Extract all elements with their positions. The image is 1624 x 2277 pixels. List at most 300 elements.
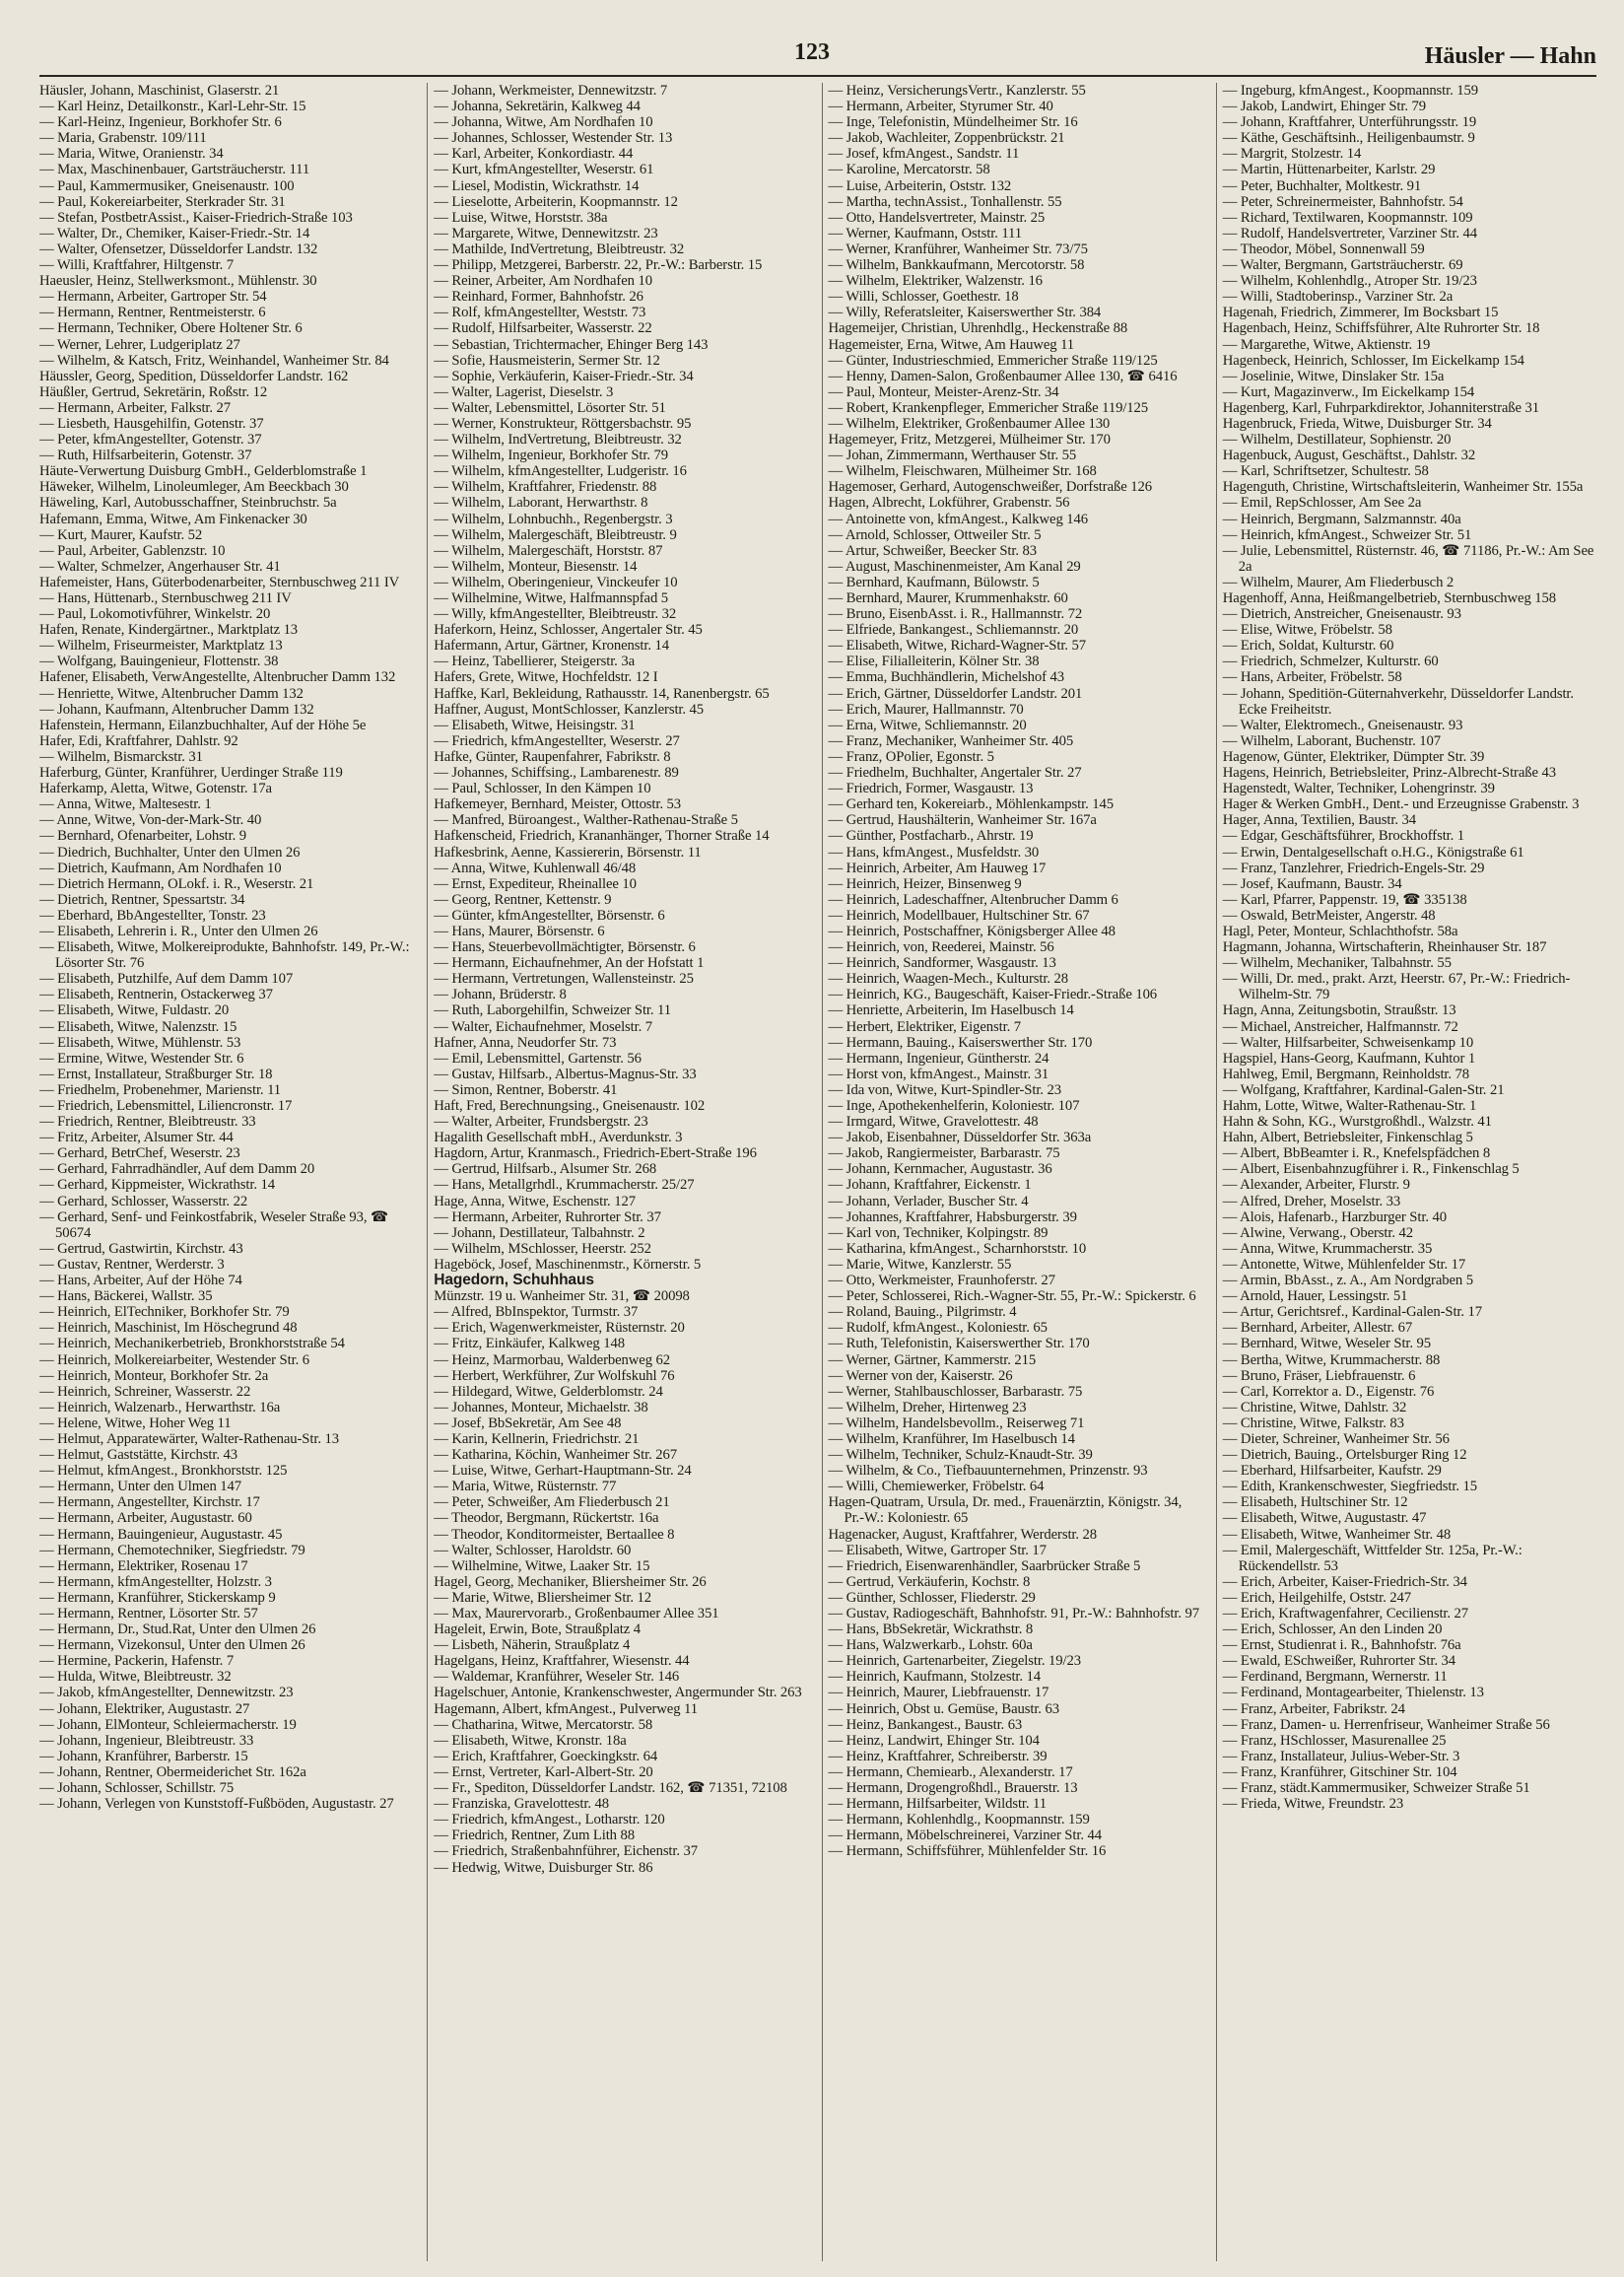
directory-entry: — Wolfgang, Kraftfahrer, Kardinal-Galen-Str. 21 (1222, 1081, 1505, 1098)
directory-entry: — Elisabeth, Witwe, Gartroper Str. 17 (828, 1542, 1047, 1558)
directory-entry: — Erna, Witwe, Schliemannstr. 20 (828, 717, 1027, 733)
directory-entry: — Heinrich, Postschaffner, Königsberger Allee 48 (828, 923, 1116, 939)
directory-entry: Hagenah, Friedrich, Zimmerer, Im Bocksbart 15 (1222, 305, 1499, 321)
directory-entry: — Elise, Witwe, Fröbelstr. 58 (1222, 622, 1392, 639)
directory-entry: — Waldemar, Kranführer, Weseler Str. 146 (434, 1669, 680, 1686)
directory-entry: — Albert, BbBeamter i. R., Knefelspfädchen 8 (1222, 1145, 1491, 1162)
directory-entry: — Anna, Witwe, Krummacherstr. 35 (1222, 1240, 1433, 1257)
directory-entry: — Dietrich, Bauing., Ortelsburger Ring 12 (1222, 1447, 1467, 1464)
directory-entry: Hagens, Heinrich, Betriebsleiter, Prinz-Albrecht-Straße 43 (1222, 765, 1556, 782)
directory-entry: — Simon, Rentner, Boberstr. 41 (434, 1081, 618, 1098)
directory-entry: — Walter, Eichaufnehmer, Moselstr. 7 (434, 1018, 653, 1035)
directory-entry: Haffke, Karl, Bekleidung, Rathausstr. 14, Ranenbergstr. 65 (434, 685, 770, 702)
directory-entry: — Heinrich, Bergmann, Salzmannstr. 40a (1222, 511, 1461, 527)
column-1 (39, 83, 415, 2261)
directory-entry: — Johann, Kraftfahrer, Unterführungsstr. 19 (1222, 114, 1477, 131)
directory-entry: — Hermann, Angestellter, Kirchstr. 17 (39, 1494, 260, 1511)
directory-entry: Hagemeyer, Fritz, Metzgerei, Mülheimer Str. 170 (828, 432, 1111, 448)
directory-entry: Hagenbeck, Heinrich, Schlosser, Im Eickelkamp 154 (1222, 352, 1524, 369)
directory-entry: — Elisabeth, Witwe, Kronstr. 18a (434, 1732, 627, 1749)
directory-entry: — Hermann, Chemiearb., Alexanderstr. 17 (828, 1763, 1073, 1780)
directory-entry: — Karl Heinz, Detailkonstr., Karl-Lehr-Str. 15 (39, 99, 306, 115)
directory-entry: — Herbert, Werkführer, Zur Wolfskuhl 76 (434, 1367, 675, 1384)
directory-entry: — Günther, Schlosser, Fliederstr. 29 (828, 1589, 1036, 1606)
directory-entry: — Paul, Monteur, Meister-Arenz-Str. 34 (828, 383, 1059, 400)
directory-entry: — Wilhelm, Bankkaufmann, Mercotorstr. 58 (828, 257, 1085, 274)
directory-entry: — Wilhelmine, Witwe, Laaker Str. 15 (434, 1557, 650, 1574)
directory-entry: — Heinrich, Obst u. Gemüse, Baustr. 63 (828, 1700, 1059, 1717)
directory-entry: — Heinrich, Heizer, Binsenweg 9 (828, 875, 1022, 892)
directory-entry: — Gustav, Hilfsarb., Albertus-Magnus-Str. 33 (434, 1066, 697, 1082)
directory-entry: — Johann, Elektriker, Augustastr. 27 (39, 1700, 250, 1717)
directory-entry: — Wilhelm, Kraftfahrer, Friedenstr. 88 (434, 479, 657, 496)
directory-entry: — Erich, Maurer, Hallmannstr. 70 (828, 701, 1024, 718)
directory-entry: — Heinrich, Walzenarb., Herwarthstr. 16a (39, 1399, 281, 1415)
business-heading: Hagedorn, Schuhhaus (434, 1272, 594, 1289)
directory-entry: — Peter, Schweißer, Am Fliederbusch 21 (434, 1494, 670, 1511)
directory-entry: — Lisbeth, Näherin, Straußplatz 4 (434, 1637, 631, 1654)
directory-entry: — Wilhelm, Dreher, Hirtenweg 23 (828, 1399, 1027, 1415)
directory-entry: — Hermann, Arbeiter, Styrumer Str. 40 (828, 99, 1053, 115)
directory-entry: — Elisabeth, Witwe, Nalenzstr. 15 (39, 1018, 237, 1035)
directory-entry: — Gertrud, Haushälterin, Wanheimer Str. 167a (828, 812, 1097, 829)
directory-entry: — Johann, Verlader, Buscher Str. 4 (828, 1193, 1029, 1209)
directory-entry: Haferkorn, Heinz, Schlosser, Angertaler Str. 45 (434, 622, 703, 639)
directory-entry: — Friedrich, Schmelzer, Kulturstr. 60 (1222, 654, 1439, 670)
directory-entry: — Hans, kfmAngest., Musfeldstr. 30 (828, 844, 1040, 861)
directory-entry: — Hans, Maurer, Börsenstr. 6 (434, 923, 605, 939)
directory-entry: Hager & Werken GmbH., Dent.- und Erzeugnisse Grabenstr. 3 (1222, 796, 1580, 813)
directory-entry: — Werner von der, Kaiserstr. 26 (828, 1367, 1013, 1384)
directory-entry: — Erich, Wagenwerkmeister, Rüsternstr. 20 (434, 1320, 685, 1337)
directory-entry: Häweling, Karl, Autobusschaffner, Steinbruchstr. 5a (39, 495, 337, 512)
directory-entry: — Wilhelm, Elektriker, Großenbaumer Allee 130 (828, 415, 1111, 432)
directory-entry: — Hans, Hüttenarb., Sternbuschweg 211 IV (39, 590, 292, 606)
directory-entry: — Wilhelm, Kohlenhdlg., Atroper Str. 19/23 (1222, 273, 1477, 290)
directory-entry: — Fritz, Einkäufer, Kalkweg 148 (434, 1336, 625, 1352)
directory-entry: — Bruno, Fräser, Liebfrauenstr. 6 (1222, 1367, 1416, 1384)
directory-entry: — Heinrich, kfmAngest., Schweizer Str. 51 (1222, 526, 1472, 543)
directory-entry: — Diedrich, Buchhalter, Unter den Ulmen 26 (39, 844, 301, 861)
directory-entry: — Ernst, Studienrat i. R., Bahnhofstr. 76a (1222, 1637, 1461, 1654)
directory-entry: — Wilhelm, Malergeschäft, Horststr. 87 (434, 542, 663, 559)
directory-entry: — Friedrich, Former, Wasgaustr. 13 (828, 781, 1034, 797)
directory-entry: — Käthe, Geschäftsinh., Heiligenbaumstr. 9 (1222, 130, 1475, 147)
directory-entry: — Walter, Schlosser, Haroldstr. 60 (434, 1542, 632, 1558)
directory-entry: — Walter, Schmelzer, Angerhauser Str. 41 (39, 558, 281, 575)
directory-entry: — Wilhelm, IndVertretung, Bleibtreustr. 32 (434, 432, 682, 448)
directory-entry: — Hermann, Ingenieur, Güntherstr. 24 (828, 1050, 1049, 1067)
directory-entry: — Ruth, Hilfsarbeiterin, Gotenstr. 37 (39, 448, 252, 464)
directory-entry: — Heinrich, Sandformer, Wasgaustr. 13 (828, 955, 1056, 972)
directory-entry: — Wilhelm, Fleischwaren, Mülheimer Str. 168 (828, 463, 1097, 480)
directory-entry: — Rudolf, kfmAngest., Koloniestr. 65 (828, 1320, 1048, 1337)
directory-entry: — Robert, Krankenpfleger, Emmericher Straße 119/125 (828, 399, 1149, 416)
directory-entry: — Hermann, Rentner, Rentmeisterstr. 6 (39, 305, 266, 321)
directory-entry: — Josef, kfmAngest., Sandstr. 11 (828, 146, 1020, 163)
directory-entry: — Bruno, EisenbAsst. i. R., Hallmannstr. 72 (828, 606, 1083, 623)
directory-entry: — Herbert, Elektriker, Eigenstr. 7 (828, 1018, 1021, 1035)
directory-entry: Hahlweg, Emil, Bergmann, Reinholdstr. 78 (1222, 1066, 1470, 1082)
directory-entry: Hagel, Georg, Mechaniker, Bliersheimer Str. 26 (434, 1573, 707, 1590)
directory-entry: — Hildegard, Witwe, Gelderblomstr. 24 (434, 1383, 663, 1400)
directory-entry: — Friedrich, Eisenwarenhändler, Saarbrücker Straße 5 (828, 1557, 1141, 1574)
directory-entry: — Oswald, BetrMeister, Angerstr. 48 (1222, 907, 1436, 924)
directory-entry: — Bernhard, Kaufmann, Bülowstr. 5 (828, 574, 1040, 590)
directory-entry: — Max, Maurervorarb., Großenbaumer Allee 351 (434, 1606, 719, 1622)
directory-entry: — Hermann, Arbeiter, Falkstr. 27 (39, 399, 232, 416)
directory-entry: — Luise, Witwe, Gerhart-Hauptmann-Str. 24 (434, 1463, 692, 1480)
directory-entry: — Heinz, Landwirt, Ehinger Str. 104 (828, 1732, 1040, 1749)
directory-entry: — Günter, Industrieschmied, Emmericher Straße 119/125 (828, 352, 1158, 369)
directory-entry: — Werner, Konstrukteur, Röttgersbachstr. 95 (434, 415, 692, 432)
directory-entry: — Maria, Grabenstr. 109/111 (39, 130, 207, 147)
directory-entry: — Wilhelm, Laborant, Buchenstr. 107 (1222, 732, 1441, 749)
directory-entry: Hafers, Grete, Witwe, Hochfeldstr. 12 I (434, 669, 658, 686)
directory-entry: — Dietrich Hermann, OLokf. i. R., Weserstr. 21 (39, 875, 314, 892)
directory-entry: — Anne, Witwe, Von-der-Mark-Str. 40 (39, 812, 262, 829)
directory-entry: — Bernhard, Ofenarbeiter, Lohstr. 9 (39, 828, 247, 845)
directory-entry: — Walter, Hilfsarbeiter, Schweisenkamp 10 (1222, 1034, 1474, 1051)
directory-entry: — Albert, Eisenbahnzugführer i. R., Finkenschlag 5 (1222, 1161, 1520, 1178)
directory-entry: Häute-Verwertung Duisburg GmbH., Gelderblomstraße 1 (39, 463, 368, 480)
directory-entry: — Inge, Telefonistin, Mündelheimer Str. 16 (828, 114, 1078, 131)
directory-entry: — Julie, Lebensmittel, Rüsternstr. 46, ☎ 71186, Pr.-W.: Am See 2a (1222, 542, 1594, 575)
directory-entry: — Elisabeth, Witwe, Wanheimer Str. 48 (1222, 1526, 1452, 1543)
directory-entry: — Hermann, Dr., Stud.Rat, Unter den Ulmen 26 (39, 1622, 316, 1638)
directory-entry: — Theodor, Konditormeister, Bertaallee 8 (434, 1526, 675, 1543)
directory-entry: Haferburg, Günter, Kranführer, Uerdinger Straße 119 (39, 765, 343, 782)
directory-entry: — Kurt, Maurer, Kaufstr. 52 (39, 526, 203, 543)
directory-entry: — Alfred, BbInspektor, Turmstr. 37 (434, 1304, 639, 1321)
directory-entry: — Helmut, Apparatewärter, Walter-Rathenau-Str. 13 (39, 1430, 339, 1447)
directory-entry: — Anna, Witwe, Kuhlenwall 46/48 (434, 860, 637, 876)
directory-entry: — Emil, Malergeschäft, Wittfelder Str. 125a, Pr.-W.: Rückendellstr. 53 (1222, 1542, 1522, 1574)
directory-entry: Hagemeijer, Christian, Uhrenhdlg., Heckenstraße 88 (828, 320, 1128, 337)
directory-entry: Hagelschuer, Antonie, Krankenschwester, Angermunder Str. 263 (434, 1685, 802, 1701)
directory-entry: — Christine, Witwe, Dahlstr. 32 (1222, 1399, 1407, 1415)
directory-entry: — Johann, Ingenieur, Bleibtreustr. 33 (39, 1732, 254, 1749)
directory-entry: Hagenbruck, Frieda, Witwe, Duisburger Str. 34 (1222, 415, 1492, 432)
directory-entry: — Franz, HSchlosser, Masurenallee 25 (1222, 1732, 1447, 1749)
directory-entry: — Erich, Kraftwagenfahrer, Cecilienstr. 27 (1222, 1606, 1469, 1622)
directory-entry: — Jakob, Wachleiter, Zoppenbrückstr. 21 (828, 130, 1065, 147)
directory-entry: — Walter, Lebensmittel, Lösorter Str. 51 (434, 399, 666, 416)
running-head: Häusler — Hahn (1424, 43, 1596, 69)
directory-entry: — Erich, Heilgehilfe, Oststr. 247 (1222, 1589, 1412, 1606)
directory-entry: — Paul, Arbeiter, Gablenzstr. 10 (39, 542, 226, 559)
directory-entry: — Dieter, Schreiner, Wanheimer Str. 56 (1222, 1430, 1450, 1447)
directory-entry: — Helene, Witwe, Hoher Weg 11 (39, 1414, 232, 1431)
directory-entry: — Friedrich, Lebensmittel, Liliencronstr. 17 (39, 1098, 293, 1114)
directory-entry: — Emil, RepSchlosser, Am See 2a (1222, 495, 1422, 512)
directory-entry: — Hermann, Arbeiter, Gartroper Str. 54 (39, 289, 267, 306)
directory-entry: — Armin, BbAsst., z. A., Am Nordgraben 5 (1222, 1273, 1473, 1289)
directory-entry: — Liesel, Modistin, Wickrathstr. 14 (434, 177, 640, 194)
directory-entry: — Johanna, Witwe, Am Nordhafen 10 (434, 114, 653, 131)
directory-entry: Hafenstein, Hermann, Eilanzbuchhalter, Auf der Höhe 5e (39, 717, 367, 733)
directory-entry: — Elisabeth, Putzhilfe, Auf dem Damm 107 (39, 971, 294, 988)
directory-entry: Hagenberg, Karl, Fuhrparkdirektor, Johanniterstraße 31 (1222, 399, 1540, 416)
directory-entry: — Jakob, Rangiermeister, Barbarastr. 75 (828, 1145, 1060, 1162)
directory-entry: — Marie, Witwe, Bliersheimer Str. 12 (434, 1589, 651, 1606)
directory-entry: — Heinz, Marmorbau, Walderbenweg 62 (434, 1351, 671, 1368)
directory-entry: — Wilhelm, Bismarckstr. 31 (39, 748, 203, 765)
directory-entry: Häweker, Wilhelm, Linoleumleger, Am Beeckbach 30 (39, 479, 349, 496)
directory-entry: — Hans, Metallgrhdl., Krummacherstr. 25/27 (434, 1177, 695, 1194)
directory-entry: — Elisabeth, Witwe, Augustastr. 47 (1222, 1510, 1427, 1527)
directory-entry: — Gerhard, Fahrradhändler, Auf dem Damm 20 (39, 1161, 315, 1178)
directory-entry: — Maria, Witwe, Rüsternstr. 77 (434, 1479, 617, 1495)
directory-entry: — Erich, Kraftfahrer, Goeckingkstr. 64 (434, 1748, 658, 1764)
directory-entry: — Hermann, Bauingenieur, Augustastr. 45 (39, 1526, 283, 1543)
directory-entry: — Wilhelm, & Katsch, Fritz, Weinhandel, Wanheimer Str. 84 (39, 352, 389, 369)
directory-entry: — Gustav, Rentner, Werderstr. 3 (39, 1256, 225, 1273)
directory-entry: — Martha, technAssist., Tonhallenstr. 55 (828, 193, 1062, 210)
directory-entry: Hafkesbrink, Aenne, Kassiererin, Börsenstr. 11 (434, 844, 702, 861)
directory-entry: — Helmut, kfmAngest., Bronkhorststr. 125 (39, 1463, 288, 1480)
directory-entry: Hafer, Edi, Kraftfahrer, Dahlstr. 92 (39, 732, 238, 749)
directory-entry: — Wilhelm, Handelsbevollm., Reiserweg 71 (828, 1414, 1085, 1431)
directory-entry: — Hedwig, Witwe, Duisburger Str. 86 (434, 1859, 653, 1876)
directory-entry: — Hans, Walzwerkarb., Lohstr. 60a (828, 1637, 1033, 1654)
directory-entry: — Luise, Arbeiterin, Oststr. 132 (828, 177, 1012, 194)
directory-entry: — Artur, Schweißer, Beecker Str. 83 (828, 542, 1038, 559)
directory-entry: — Erwin, Dentalgesellschaft o.H.G., Königstraße 61 (1222, 844, 1524, 861)
directory-entry: — Reiner, Arbeiter, Am Nordhafen 10 (434, 273, 652, 290)
directory-entry: — Alexander, Arbeiter, Flurstr. 9 (1222, 1177, 1410, 1194)
directory-entry: — Margarethe, Witwe, Aktienstr. 19 (1222, 336, 1431, 353)
directory-entry: — Heinrich, Ladeschaffner, Altenbrucher Damm 6 (828, 891, 1118, 908)
directory-entry: — Erich, Gärtner, Düsseldorfer Landstr. 201 (828, 685, 1083, 702)
directory-entry: — Franz, Mechaniker, Wanheimer Str. 405 (828, 732, 1074, 749)
directory-entry: — Ferdinand, Montagearbeiter, Thielenstr. 13 (1222, 1685, 1484, 1701)
directory-entry: — Liesbeth, Hausgehilfin, Gotenstr. 37 (39, 415, 264, 432)
directory-entry: — Franz, Tanzlehrer, Friedrich-Engels-Str. 29 (1222, 860, 1485, 876)
directory-entry: — Heinrich, Arbeiter, Am Hauweg 17 (828, 860, 1047, 876)
directory-entry: — Gertrud, Hilfsarb., Alsumer Str. 268 (434, 1161, 657, 1178)
directory-entry: Häusler, Johann, Maschinist, Glaserstr. 21 (39, 83, 280, 99)
directory-entry: — Hermine, Packerin, Hafenstr. 7 (39, 1653, 235, 1670)
directory-entry: — Friedrich, Rentner, Bleibtreustr. 33 (39, 1114, 256, 1131)
directory-entry: Hagen, Albrecht, Lokführer, Grabenstr. 56 (828, 495, 1070, 512)
directory-entry: — Franz, Damen- u. Herrenfriseur, Wanheimer Straße 56 (1222, 1716, 1550, 1733)
directory-entry: — Karl, Arbeiter, Konkordiastr. 44 (434, 146, 634, 163)
directory-entry: — Hans, BbSekretär, Wickrathstr. 8 (828, 1622, 1034, 1638)
directory-entry: — Theodor, Bergmann, Rückertstr. 16a (434, 1510, 659, 1527)
directory-entry: Häußler, Gertrud, Sekretärin, Roßstr. 12 (39, 383, 268, 400)
directory-entry: — Johann, Werkmeister, Dennewitzstr. 7 (434, 83, 668, 99)
directory-entry: — Hermann, Unter den Ulmen 147 (39, 1479, 242, 1495)
directory-entry: — Margarete, Witwe, Dennewitzstr. 23 (434, 225, 658, 242)
directory-entry: — Wilhelm, & Co., Tiefbauunternehmen, Prinzenstr. 93 (828, 1463, 1148, 1480)
directory-entry: — Johan, Zimmermann, Werthauser Str. 55 (828, 448, 1077, 464)
directory-entry: — Elisabeth, Rentnerin, Ostackerweg 37 (39, 987, 273, 1003)
directory-entry: — Katharina, kfmAngest., Scharnhorststr. 10 (828, 1240, 1087, 1257)
directory-entry: — Hermann, Elektriker, Rosenau 17 (39, 1557, 248, 1574)
directory-entry: — Rolf, kfmAngestellter, Weststr. 73 (434, 305, 646, 321)
directory-entry: — Dietrich, Anstreicher, Gneisenaustr. 93 (1222, 606, 1461, 623)
directory-entry: Hafener, Elisabeth, VerwAngestellte, Altenbrucher Damm 132 (39, 669, 396, 686)
directory-entry: — Manfred, Büroangest., Walther-Rathenau-Straße 5 (434, 812, 738, 829)
directory-entry: — Ruth, Laborgehilfin, Schweizer Str. 11 (434, 1002, 672, 1019)
directory-entry: — Hans, Steuerbevollmächtigter, Börsenstr. 6 (434, 939, 696, 956)
directory-entry: — Wilhelm, Ingenieur, Borkhofer Str. 79 (434, 448, 669, 464)
directory-entry: — Willy, kfmAngestellter, Bleibtreustr. 32 (434, 606, 677, 623)
directory-entry: Hagenbach, Heinz, Schiffsführer, Alte Ruhrorter Str. 18 (1222, 320, 1540, 337)
directory-entry: Hagn, Anna, Zeitungsbotin, Straußstr. 13 (1222, 1002, 1456, 1019)
directory-entry: — Erich, Arbeiter, Kaiser-Friedrich-Str. 34 (1222, 1573, 1467, 1590)
directory-entry: Hagenacker, August, Kraftfahrer, Werderstr. 28 (828, 1526, 1098, 1543)
directory-entry: Hafner, Anna, Neudorfer Str. 73 (434, 1034, 617, 1051)
directory-entry: — Bernhard, Witwe, Weseler Str. 95 (1222, 1336, 1432, 1352)
directory-entry: — Johann, ElMonteur, Schleiermacherstr. 19 (39, 1716, 297, 1733)
directory-entry: — Stefan, PostbetrAssist., Kaiser-Friedrich-Straße 103 (39, 209, 353, 226)
directory-entry: — Luise, Witwe, Horststr. 38a (434, 209, 608, 226)
directory-entry: Hahn & Sohn, KG., Wurstgroßhdl., Walzstr. 41 (1222, 1114, 1492, 1131)
directory-entry: — Ruth, Telefonistin, Kaiserswerther Str. 170 (828, 1336, 1090, 1352)
directory-entry: — Johannes, Schlosser, Westender Str. 13 (434, 130, 673, 147)
directory-entry: — Jakob, Eisenbahner, Düsseldorfer Str. 363a (828, 1130, 1092, 1146)
directory-entry: — Elisabeth, Witwe, Molkereiprodukte, Bahnhofstr. 149, Pr.-W.: Lösorter Str. 76 (39, 939, 410, 972)
directory-entry: — Helmut, Gaststätte, Kirchstr. 43 (39, 1447, 237, 1464)
directory-entry: — Wilhelm, Maurer, Am Fliederbusch 2 (1222, 574, 1455, 590)
directory-entry: — Heinrich, Mechanikerbetrieb, Bronkhorststraße 54 (39, 1336, 345, 1352)
directory-entry: — Otto, Handelsvertreter, Mainstr. 25 (828, 209, 1046, 226)
directory-entry: — Hermann, Schiffsführer, Mühlenfelder Str. 16 (828, 1843, 1107, 1860)
directory-entry: — Franz, Installateur, Julius-Weber-Str. 3 (1222, 1748, 1460, 1764)
directory-entry: — Franz, Arbeiter, Fabrikstr. 24 (1222, 1700, 1405, 1717)
directory-entry: — Margrit, Stolzestr. 14 (1222, 146, 1362, 163)
directory-entry: Hagen-Quatram, Ursula, Dr. med., Frauenärztin, Königstr. 34, Pr.-W.: Koloniestr. 65 (828, 1494, 1183, 1527)
directory-entry: — Gerhard ten, Kokereiarb., Möhlenkampstr. 145 (828, 796, 1114, 813)
directory-entry: — Bernhard, Maurer, Krummenhakstr. 60 (828, 590, 1068, 606)
directory-entry: — Edgar, Geschäftsführer, Brockhoffstr. 1 (1222, 828, 1465, 845)
header-rule (39, 75, 1596, 77)
directory-entry: — Heinz, VersicherungsVertr., Kanzlerstr. 55 (828, 83, 1086, 99)
directory-entry: — Friedrich, kfmAngest., Lotharstr. 120 (434, 1812, 665, 1828)
directory-entry: — Heinrich, Maschinist, Im Höschegrund 48 (39, 1320, 298, 1337)
directory-entry: — Paul, Kokereiarbeiter, Sterkrader Str. 31 (39, 193, 286, 210)
directory-entry: — Ernst, Vertreter, Karl-Albert-Str. 20 (434, 1763, 653, 1780)
directory-entry: Hagspiel, Hans-Georg, Kaufmann, Kuhtor 1 (1222, 1050, 1476, 1067)
directory-entry: Hagenhoff, Anna, Heißmangelbetrieb, Sternbuschweg 158 (1222, 590, 1557, 606)
directory-entry: — Hermann, Hilfsarbeiter, Wildstr. 11 (828, 1796, 1048, 1813)
directory-entry: — Richard, Textilwaren, Koopmannstr. 109 (1222, 209, 1473, 226)
directory-entry: Hahm, Lotte, Witwe, Walter-Rathenau-Str. 1 (1222, 1098, 1477, 1114)
directory-entry: — Hermann, Arbeiter, Augustastr. 60 (39, 1510, 252, 1527)
directory-entry: — Elisabeth, Witwe, Richard-Wagner-Str. 57 (828, 638, 1086, 655)
directory-entry: — Friedrich, kfmAngestellter, Weserstr. 27 (434, 732, 680, 749)
directory-entry: — Johann, Kraftfahrer, Eickenstr. 1 (828, 1177, 1032, 1194)
directory-entry: — Theodor, Möbel, Sonnenwall 59 (1222, 241, 1425, 257)
directory-entry: — Arnold, Hauer, Lessingstr. 51 (1222, 1288, 1408, 1305)
directory-entry: Hagmann, Johanna, Wirtschafterin, Rheinhauser Str. 187 (1222, 939, 1547, 956)
directory-entry: — Anna, Witwe, Maltesestr. 1 (39, 796, 212, 813)
directory-entry: — Heinrich, Waagen-Mech., Kulturstr. 28 (828, 971, 1068, 988)
directory-entry: Hagenstedt, Walter, Techniker, Lohengrinstr. 39 (1222, 781, 1495, 797)
directory-entry: — Johann, Kranführer, Barberstr. 15 (39, 1748, 248, 1764)
directory-entry: — Henriette, Witwe, Altenbrucher Damm 132 (39, 685, 304, 702)
directory-entry: — August, Maschinenmeister, Am Kanal 29 (828, 558, 1081, 575)
directory-entry: — Rudolf, Handelsvertreter, Varziner Str. 44 (1222, 225, 1477, 242)
directory-entry: — Hermann, Rentner, Lösorter Str. 57 (39, 1606, 258, 1622)
directory-entry: Hageböck, Josef, Maschinenmstr., Körnerstr. 5 (434, 1256, 702, 1273)
directory-entry: — Sofie, Hausmeisterin, Sermer Str. 12 (434, 352, 660, 369)
directory-entry: — Erich, Schlosser, An den Linden 20 (1222, 1622, 1443, 1638)
directory-entry: — Gerhard, Schlosser, Wasserstr. 22 (39, 1193, 248, 1209)
directory-entry: Haferkamp, Aletta, Witwe, Gotenstr. 17a (39, 781, 272, 797)
directory-entry: — Ermine, Witwe, Westender Str. 6 (39, 1050, 244, 1067)
directory-entry: — Heinrich, ElTechniker, Borkhofer Str. 79 (39, 1304, 290, 1321)
directory-entry: — Heinz, Tabellierer, Steigerstr. 3a (434, 654, 635, 670)
directory-entry: — Antonette, Witwe, Mühlenfelder Str. 17 (1222, 1256, 1466, 1273)
directory-entry: — Paul, Schlosser, In den Kämpen 10 (434, 781, 651, 797)
directory-entry: — Gerhard, BetrChef, Weserstr. 23 (39, 1145, 240, 1162)
directory-entry: Hagenbuck, August, Geschäftst., Dahlstr. 32 (1222, 448, 1476, 464)
directory-entry: — Ernst, Installateur, Straßburger Str. 18 (39, 1066, 273, 1082)
directory-entry: — Max, Maschinenbauer, Gartsträucherstr. 111 (39, 162, 310, 178)
directory-entry: — Willi, Kraftfahrer, Hiltgenstr. 7 (39, 257, 234, 274)
directory-entry: — Otto, Werkmeister, Fraunhoferstr. 27 (828, 1273, 1055, 1289)
directory-entry: — Hans, Bäckerei, Wallstr. 35 (39, 1288, 213, 1305)
directory-entry: — Heinrich, Modellbauer, Hultschiner Str. 67 (828, 907, 1090, 924)
directory-entry: — Elisabeth, Hultschiner Str. 12 (1222, 1494, 1408, 1511)
directory-entry: — Irmgard, Witwe, Gravelottestr. 48 (828, 1114, 1039, 1131)
directory-entry: — Alfred, Dreher, Moselstr. 33 (1222, 1193, 1401, 1209)
column-2 (427, 83, 809, 2261)
directory-entry: — Heinz, Kraftfahrer, Schreiberstr. 39 (828, 1748, 1048, 1764)
directory-entry: — Bernhard, Arbeiter, Allestr. 67 (1222, 1320, 1413, 1337)
directory-entry: — Paul, Kammermusiker, Gneisenaustr. 100 (39, 177, 295, 194)
directory-entry: — Hermann, Vertretungen, Wallensteinstr. 25 (434, 971, 694, 988)
directory-entry: — Karoline, Mercatorstr. 58 (828, 162, 990, 178)
column-3 (822, 83, 1204, 2261)
directory-entry: — Walter, Elektromech., Gneisenaustr. 93 (1222, 717, 1463, 733)
directory-entry: — Franz, Kranführer, Gitschiner Str. 104 (1222, 1763, 1457, 1780)
directory-entry: — Johannes, Kraftfahrer, Habsburgerstr. 39 (828, 1208, 1077, 1225)
directory-entry: — Johann, Kernmacher, Augustastr. 36 (828, 1161, 1052, 1178)
directory-entry: — Willi, Schlosser, Goethestr. 18 (828, 289, 1019, 306)
directory-entry: — Hans, Arbeiter, Auf der Höhe 74 (39, 1273, 242, 1289)
directory-entry: — Franziska, Gravelottestr. 48 (434, 1796, 609, 1813)
directory-entry: — Maria, Witwe, Oranienstr. 34 (39, 146, 224, 163)
directory-entry: — Georg, Rentner, Kettenstr. 9 (434, 891, 612, 908)
directory-entry: — Wilhelm, Oberingenieur, Vinckeufer 10 (434, 574, 678, 590)
directory-entry: — Johannes, Schiffsing., Lambarenestr. 89 (434, 765, 679, 782)
directory-entry: Hagenow, Günter, Elektriker, Dümpter Str. 39 (1222, 748, 1485, 765)
directory-entry: — Franz, städt.Kammermusiker, Schweizer Straße 51 (1222, 1780, 1530, 1797)
directory-entry: — Rudolf, Hilfsarbeiter, Wasserstr. 22 (434, 320, 652, 337)
directory-entry: — Wilhelm, Monteur, Biesenstr. 14 (434, 558, 638, 575)
directory-entry: — Wilhelm, MSchlosser, Heerstr. 252 (434, 1240, 651, 1257)
directory-entry: — Elisabeth, Witwe, Fuldastr. 20 (39, 1002, 230, 1019)
directory-entry: — Peter, Schreinermeister, Bahnhofstr. 54 (1222, 193, 1463, 210)
directory-entry: — Johann, Destillateur, Talbahnstr. 2 (434, 1224, 645, 1241)
directory-entry: — Jakob, Landwirt, Ehinger Str. 79 (1222, 99, 1427, 115)
directory-entry: — Peter, kfmAngestellter, Gotenstr. 37 (39, 432, 262, 448)
directory-entry: — Walter, Lagerist, Dieselstr. 3 (434, 383, 614, 400)
directory-entry: — Hermann, kfmAngestellter, Holzstr. 3 (39, 1573, 272, 1590)
directory-entry: — Wilhelm, Mechaniker, Talbahnstr. 55 (1222, 955, 1452, 972)
directory-entry: Hagl, Peter, Monteur, Schlachthofstr. 58a (1222, 923, 1458, 939)
directory-entry: — Wilhelm, Malergeschäft, Bleibtreustr. 9 (434, 526, 677, 543)
directory-entry: — Philipp, Metzgerei, Barberstr. 22, Pr.-W.: Barberstr. 15 (434, 257, 763, 274)
directory-entry: — Wilhelm, Friseurmeister, Marktplatz 13 (39, 638, 283, 655)
directory-entry: — Ingeburg, kfmAngest., Koopmannstr. 159 (1222, 83, 1479, 99)
directory-entry: — Henny, Damen-Salon, Großenbaumer Allee 130, ☎ 6416 (828, 368, 1178, 384)
directory-entry: — Hermann, Bauing., Kaiserswerther Str. 170 (828, 1034, 1093, 1051)
